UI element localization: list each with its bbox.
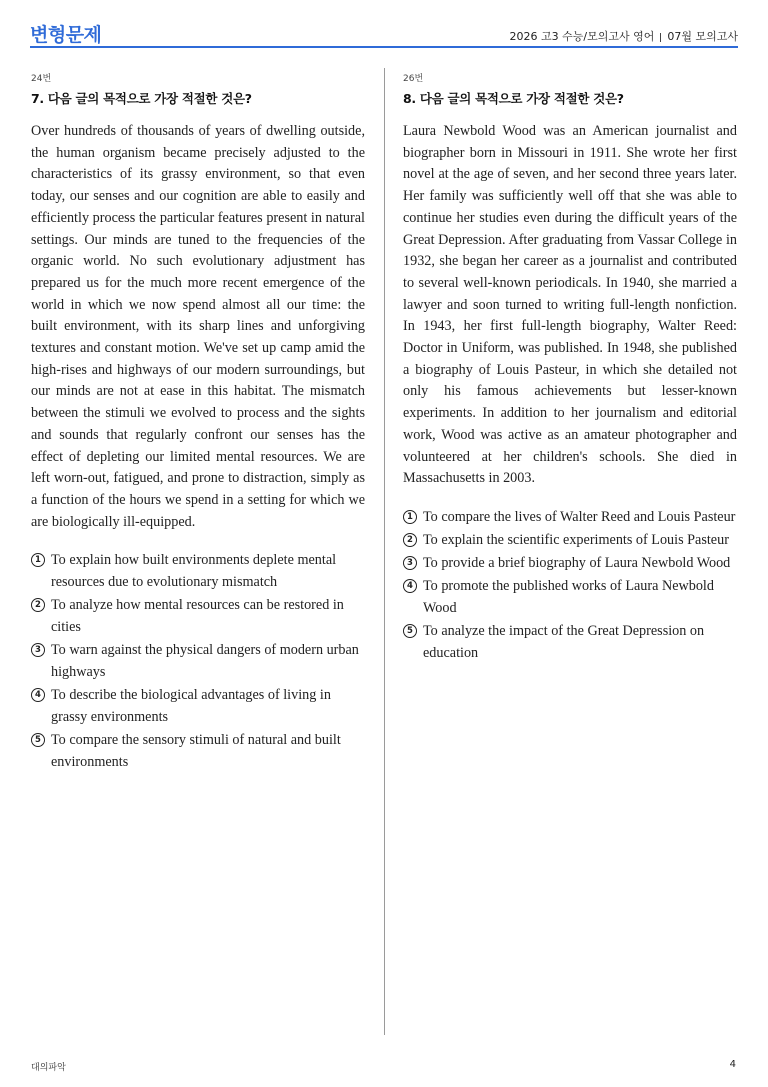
choice-number: 4 (31, 688, 45, 702)
choice-number: 3 (31, 643, 45, 657)
choice-number: 5 (31, 733, 45, 747)
footer-category: 대의파악 (31, 1063, 66, 1073)
choice-text: To explain how built environments deplete mental resources due to evolutionary mismatch (51, 552, 337, 591)
question-7 (31, 71, 365, 774)
question-source: 24번 (31, 74, 52, 84)
choice-text: To warn against the physical dangers of modern urban highways (51, 642, 359, 681)
choice-number: 2 (31, 598, 45, 612)
choice-number: 1 (403, 510, 417, 524)
choice-text: To compare the lives of Walter Reed and Louis Pasteur (423, 508, 736, 525)
answer-choice[interactable] (403, 529, 737, 551)
choice-number: 2 (403, 533, 417, 547)
column-divider (384, 68, 385, 1035)
answer-choice[interactable] (31, 729, 365, 773)
exam-info (510, 28, 738, 44)
answer-choice[interactable] (31, 549, 365, 593)
page-header (30, 14, 738, 50)
answer-choice[interactable] (31, 594, 365, 638)
answer-choice[interactable] (31, 684, 365, 728)
answer-choice[interactable] (31, 639, 365, 683)
choice-text: To compare the sensory stimuli of natural and built environments (51, 732, 341, 771)
question-8 (403, 71, 737, 665)
choice-number: 4 (403, 579, 417, 593)
choice-text: To analyze how mental resources can be restored in cities (51, 597, 344, 636)
question-title: 7. 다음 글의 목적으로 가장 적절한 것은? (31, 91, 252, 106)
choice-text: To promote the published works of Laura Newbold Wood (423, 577, 714, 616)
choice-number: 1 (31, 553, 45, 567)
choice-text: To analyze the impact of the Great Depression on education (423, 622, 705, 661)
brand-title: 변형문제 (30, 24, 102, 46)
question-passage: Over hundreds of thousands of years of dwelling outside, the human organism became precisely adjusted to the characteristics of its grassy environment, so that even today, our senses and our cognition are able to easily and efficiently process the particular features present in natural settings. Our minds are tuned to the frequencies of the organic world. No such evolutionary adjustment has prepared us for the much more recent emergence of the world in which we now spend almost all our time: the built environment, with its sharp lines and unforgiving textures and constant motion. We've set up camp amid the high-rises and highways of our modern surroundings, but our minds are not at ease in this habitat. The mismatch between the stimuli we evolved to process and the sights and sounds that regularly confront our senses has the effect of depleting our limited mental resources. We are left worn-out, fatigued, and prone to distraction, simply as a function of the hours we spend in a setting for which we are biologically ill-equipped. (31, 123, 365, 530)
header-rule (30, 46, 738, 48)
meta-separator (660, 33, 661, 42)
choice-text: To provide a brief biography of Laura Newbold Wood (423, 554, 731, 571)
answer-choice[interactable] (403, 575, 737, 619)
answer-choices (31, 549, 365, 773)
answer-choice[interactable] (403, 506, 737, 528)
exam-month: 07월 모의고사 (667, 30, 738, 43)
choice-number: 3 (403, 556, 417, 570)
question-source: 26번 (403, 74, 424, 84)
question-title: 8. 다음 글의 목적으로 가장 적절한 것은? (403, 91, 624, 106)
answer-choice[interactable] (403, 552, 737, 574)
choice-text: To describe the biological advantages of living in grassy environments (51, 687, 331, 726)
question-passage: Laura Newbold Wood was an American journalist and biographer born in Missouri in 1911. She wrote her first novel at the age of seven, and her second three years later. Her family was sufficiently well off that she was able to continue her studies even during the difficult years of the Great Depression. After graduating from Vassar College in 1932, she began her career as a journalist and contributed to several well-known periodicals. In 1940, she married a lawyer and soon turned to writing full-length nonfiction. In 1943, her first full-length biography, Walter Reed: Doctor in Uniform, was published. In 1948, she published a biography of Louis Pasteur, in which she detailed not only his famous achievements but lesser-known experiments. In addition to her journalism and editorial work, Wood was active as an amateur photographer and volunteered at her children's schools. She died in Massachusetts in 2003. (403, 123, 737, 487)
choice-number: 5 (403, 624, 417, 638)
page-number: 4 (729, 1059, 736, 1070)
answer-choice[interactable] (403, 620, 737, 664)
exam-name: 2026 고3 수능/모의고사 영어 (509, 30, 655, 43)
answer-choices (403, 506, 737, 664)
choice-text: To explain the scientific experiments of Louis Pasteur (423, 531, 729, 548)
